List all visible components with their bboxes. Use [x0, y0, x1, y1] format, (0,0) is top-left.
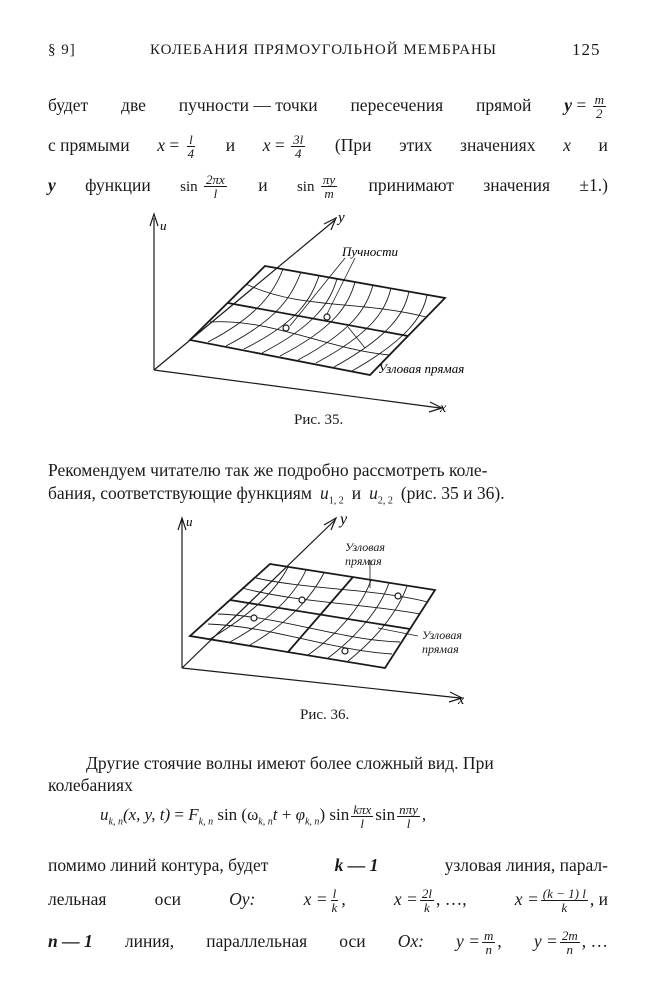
fraction: $\frac{2m}{n}$: [561, 928, 578, 958]
word: линия,: [124, 931, 175, 951]
antinode-point: [395, 593, 401, 599]
word: принимают: [368, 175, 454, 195]
y-axis-label: y: [338, 210, 345, 226]
figure-35: [140, 200, 470, 420]
axis-name: Oy:: [229, 889, 256, 909]
math-expr: $u_{2, 2}$: [369, 483, 393, 507]
math-var: y: [48, 175, 56, 195]
antinode-point: [251, 615, 257, 621]
fraction: $\frac{m}{2}$: [594, 92, 604, 122]
nodal-line: [228, 303, 408, 336]
math-expr: n — 1: [48, 931, 93, 951]
math-expr: y = $\frac{m}{2}$: [564, 92, 604, 122]
math-expr: sin $\frac{\pi y}{m}$: [296, 172, 336, 202]
math-expr: x = $\frac{3l}{4}$: [262, 132, 304, 162]
word: лельная: [48, 889, 107, 909]
leader-antinode-2: [326, 258, 355, 316]
word: прямой: [476, 95, 532, 115]
page-number: 125: [572, 40, 601, 59]
word: две: [121, 95, 146, 115]
x-axis: [182, 668, 460, 698]
antinode-point: [342, 648, 348, 654]
fraction: $\frac{\text{kπx}}{l}$: [353, 801, 372, 831]
word: помимо линий контура, будет: [48, 855, 269, 875]
text-line: Другие стоячие волны имеют более сложный вид. При: [86, 753, 494, 773]
nodal-line-label: Узловая прямая: [378, 361, 465, 376]
fraction: $\frac{3l}{4}$: [293, 132, 304, 162]
x-axis-label: x: [440, 401, 447, 416]
word: функции: [85, 175, 151, 195]
nodal-line-label-1: Узловая прямая: [345, 540, 385, 568]
y-axis-label: y: [340, 511, 348, 528]
u-axis-label: u: [160, 218, 167, 233]
math-expr: x = $\frac{2l}{k}$ , …,: [393, 886, 467, 916]
word: бания, соответствующие функциям: [48, 483, 312, 503]
math-expr: sin $\frac{2\pi x}{l}$: [180, 172, 225, 202]
word: будет: [48, 95, 89, 115]
word: оси: [339, 931, 366, 951]
nodal-line-2: [288, 577, 353, 652]
word: с прямыми: [48, 135, 130, 155]
text-line: Рекомендуем читателю так же подробно рассмотреть коле-: [48, 460, 488, 480]
antinode-point: [283, 325, 289, 331]
word: (При: [334, 135, 372, 155]
fraction: $\frac{l}{k}$: [331, 886, 338, 916]
leader-nodal-2: [378, 628, 418, 636]
fraction: $\frac{(k - 1) l}{k}$: [542, 886, 586, 916]
text-line: колебаниях: [48, 775, 133, 795]
figure-36-caption: Рис. 36.: [300, 707, 350, 723]
math-expr: x = $\frac{l}{4}$: [157, 132, 195, 162]
math-expr: y = $\frac{m}{n}$ ,: [456, 928, 502, 958]
math-expr: x = $\frac{(k - 1) l}{k}$ , и: [514, 886, 608, 916]
nodal-line-label-2: Узловая прямая: [422, 628, 462, 656]
section-number: § 9]: [48, 42, 76, 58]
fraction: $\frac{2\pi x}{l}$: [206, 172, 225, 202]
math-var: x: [563, 135, 571, 155]
math-expr: y = $\frac{2m}{n}$ , …: [533, 928, 608, 958]
math-expr: $u_{1, 2}$: [319, 483, 344, 507]
word: и: [225, 135, 236, 155]
word: (рис. 35 и 36).: [400, 483, 505, 503]
word: узловая линия, парал-: [444, 855, 608, 875]
formula: $u_{k, n}(x$, y, $t) = F_{k, n}$ $\sin (\omega_{k, n}t + \varphi_{k, n})$ sin $\frac{\text{kπx}}{l}$ sin $\frac{\text{nπy}}{l}$ ,: [100, 801, 427, 831]
antinode-point: [299, 597, 305, 603]
word: значения: [483, 175, 551, 195]
word: пучности — точки: [178, 95, 318, 115]
y-axis: [154, 220, 335, 370]
running-title: КОЛЕБАНИЯ ПРЯМОУГОЛЬНОЙ МЕМБРАНЫ: [150, 42, 497, 58]
math-expr: x = $\frac{l}{k}$ ,: [303, 886, 346, 916]
word: этих: [399, 135, 433, 155]
figure-35-caption: Рис. 35.: [294, 412, 344, 428]
leader-nodal: [348, 327, 365, 348]
fraction: $\frac{2l}{k}$: [421, 886, 432, 916]
math-expr: k — 1: [334, 855, 379, 875]
u-axis-label: u: [186, 514, 193, 529]
figure-36: [170, 508, 480, 708]
antinode-point: [324, 314, 330, 320]
word: пересечения: [350, 95, 444, 115]
x-axis-label: x: [458, 693, 465, 708]
word: оси: [154, 889, 181, 909]
axis-name: Ox:: [397, 931, 424, 951]
word: ±1.): [579, 175, 608, 195]
membrane-outline: [190, 564, 435, 668]
fraction: $\frac{l}{4}$: [187, 132, 195, 162]
y-axis: [182, 520, 335, 668]
nodal-label-2-wrap: [422, 628, 480, 664]
fraction: $\frac{\pi y}{m}$: [322, 172, 336, 202]
fraction: $\frac{\text{nπy}}{l}$: [399, 801, 418, 831]
word: значениях: [460, 135, 536, 155]
word: и: [351, 483, 362, 503]
word: и: [258, 175, 268, 195]
antinodes-label: Пучности: [342, 244, 398, 259]
membrane-outline: [190, 266, 445, 375]
nodal-label-1-wrap: [345, 540, 415, 576]
word: параллельная: [206, 931, 308, 951]
fraction: $\frac{m}{n}$: [484, 928, 494, 958]
word: и: [598, 135, 608, 155]
